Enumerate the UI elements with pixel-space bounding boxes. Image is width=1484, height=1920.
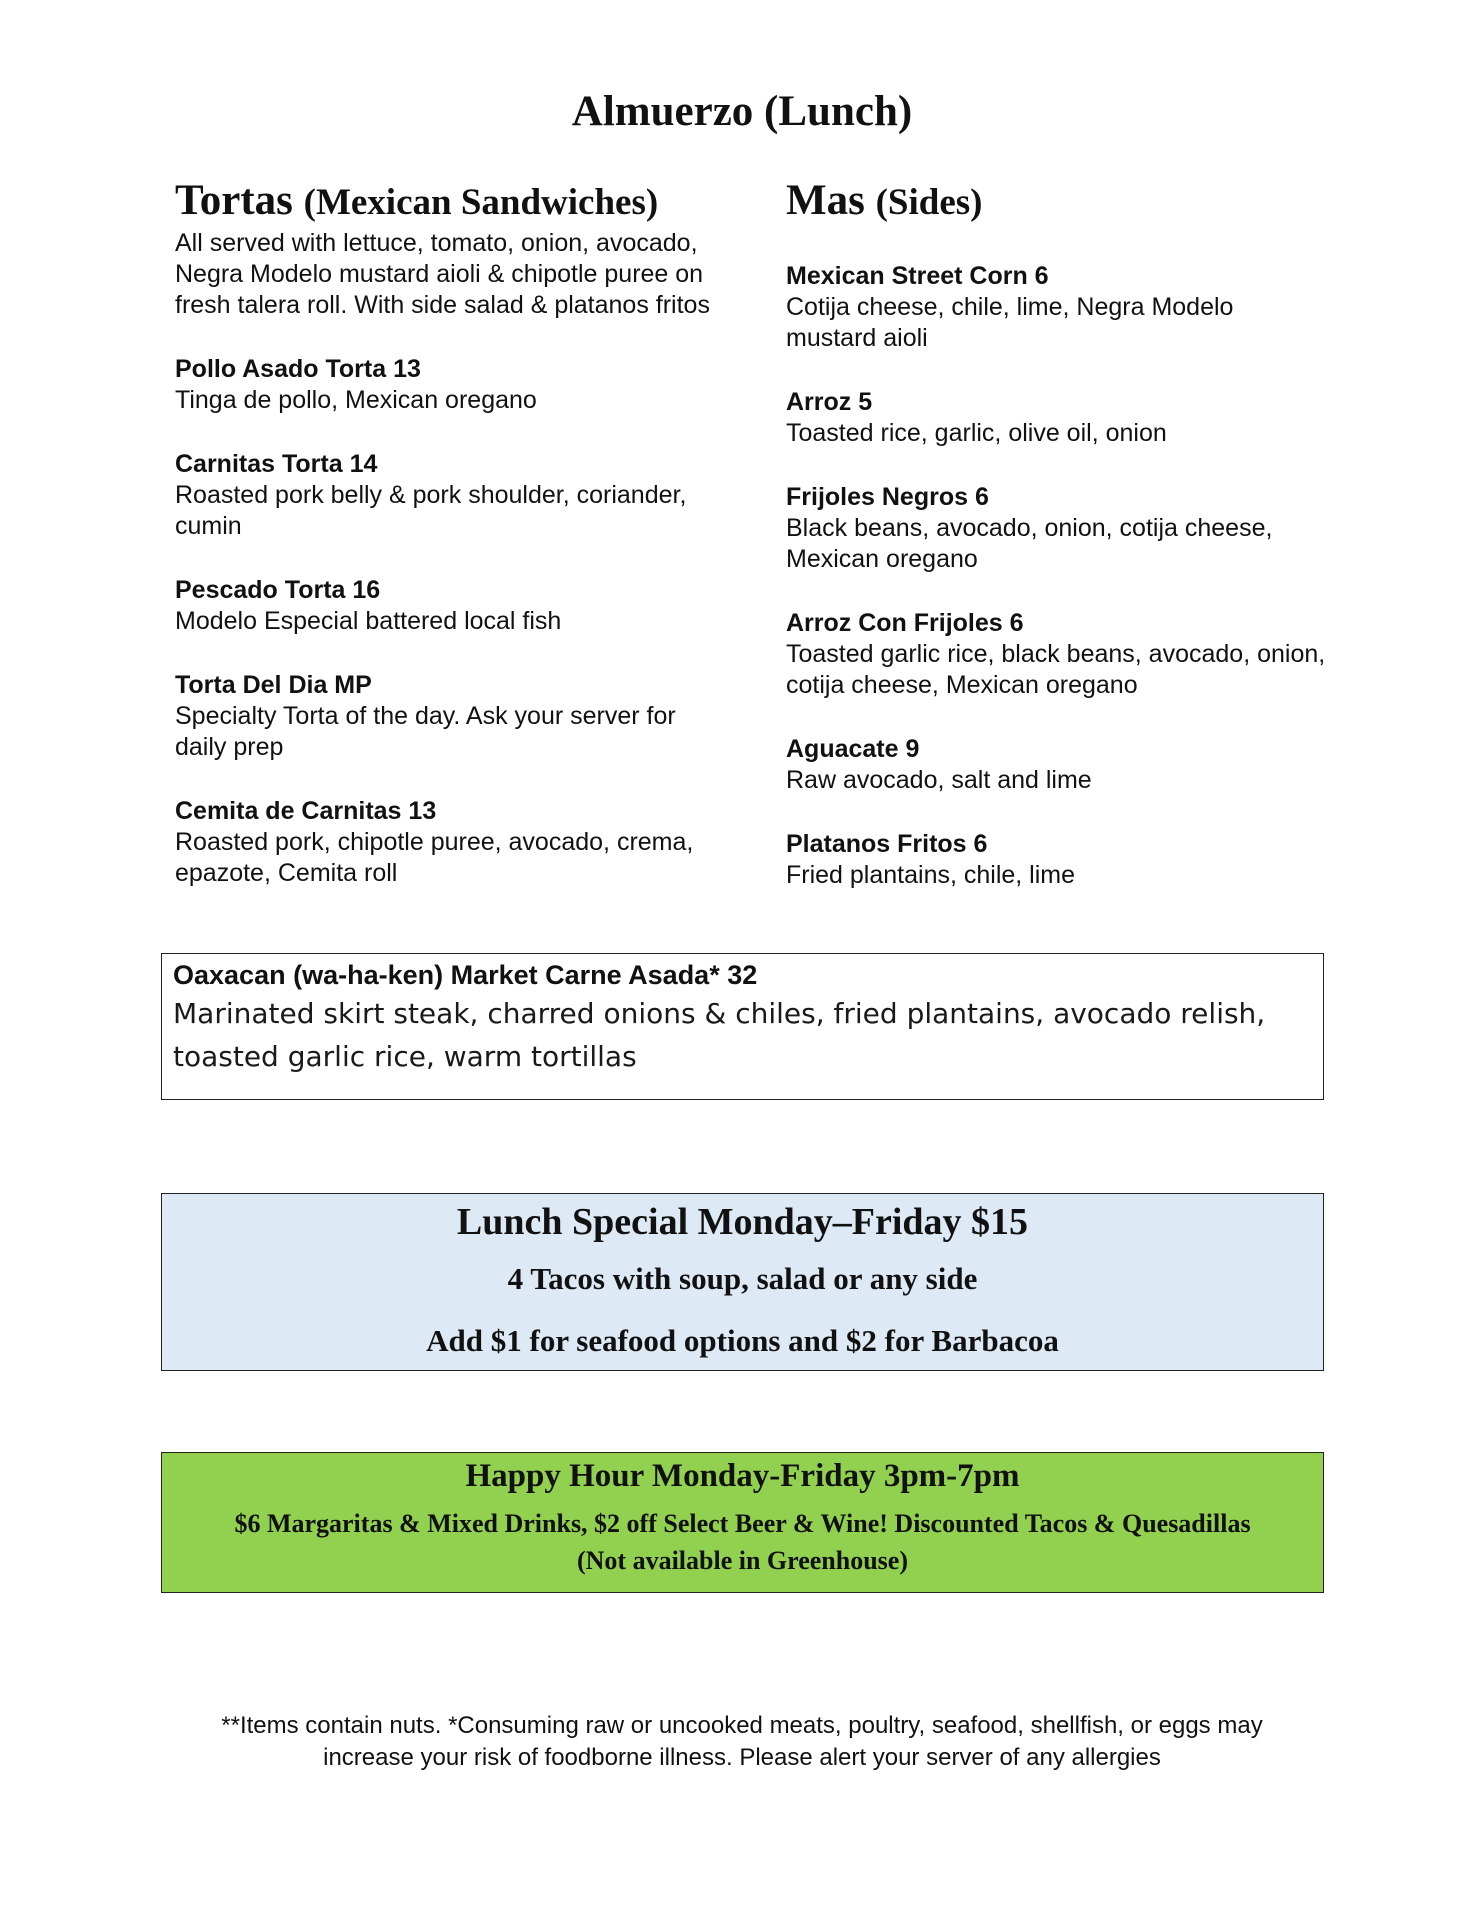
item-description: Specialty Torta of the day. Ask your server for daily prep	[175, 702, 676, 761]
item-description: Black beans, avocado, onion, cotija cheese, Mexican oregano	[786, 514, 1273, 573]
disclaimer-line-1: **Items contain nuts. *Consuming raw or uncooked meats, poultry, seafood, shellfish, or eggs may	[221, 1712, 1263, 1739]
lunch-special-line-1: 4 Tacos with soup, salad or any side	[507, 1261, 978, 1296]
menu-item-arroz-con-frijoles	[786, 608, 1326, 701]
item-name: Frijoles Negros 6	[786, 483, 989, 511]
item-name: Pollo Asado Torta 13	[175, 355, 421, 383]
item-name: Mexican Street Corn 6	[786, 262, 1049, 290]
menu-item-platanos-fritos	[786, 829, 1326, 891]
item-description: Toasted rice, garlic, olive oil, onion	[786, 419, 1167, 447]
item-description: Cotija cheese, chile, lime, Negra Modelo mustard aioli	[786, 293, 1234, 352]
item-name: Cemita de Carnitas 13	[175, 797, 437, 825]
carne-asada-box	[161, 953, 1324, 1100]
lunch-special-box	[161, 1193, 1324, 1371]
carne-asada-description: Marinated skirt steak, charred onions & chiles, fried plantains, avocado relish, toasted garlic rice, warm tortillas	[173, 997, 1266, 1073]
page-title: Almuerzo (Lunch)	[571, 88, 913, 135]
item-name: Carnitas Torta 14	[175, 450, 378, 478]
happy-hour-box	[161, 1452, 1324, 1593]
item-name: Aguacate 9	[786, 735, 920, 763]
item-description: Raw avocado, salt and lime	[786, 766, 1092, 794]
menu-item-frijoles-negros	[786, 482, 1326, 575]
menu-item-cemita-de-carnitas	[175, 796, 715, 889]
menu-item-aguacate	[786, 734, 1326, 796]
item-description: Toasted garlic rice, black beans, avocado, onion, cotija cheese, Mexican oregano	[786, 640, 1326, 699]
menu-item-arroz	[786, 387, 1326, 449]
lunch-special-line-2: Add $1 for seafood options and $2 for Barbacoa	[426, 1323, 1059, 1358]
item-description: Roasted pork belly & pork shoulder, coriander, cumin	[175, 481, 687, 540]
item-description: Modelo Especial battered local fish	[175, 607, 562, 635]
happy-hour-title: Happy Hour Monday-Friday 3pm-7pm	[465, 1458, 1020, 1494]
disclaimer-line-2: increase your risk of foodborne illness. Please alert your server of any allergies	[323, 1744, 1161, 1771]
sides-heading-main: Mas	[786, 177, 865, 224]
tortas-heading	[175, 176, 715, 228]
sides-heading-sub: (Sides)	[875, 182, 983, 223]
lunch-special-title: Lunch Special Monday–Friday $15	[456, 1201, 1029, 1243]
menu-item-mexican-street-corn	[786, 261, 1326, 354]
item-name: Pescado Torta 16	[175, 576, 381, 604]
tortas-intro: All served with lettuce, tomato, onion, avocado, Negra Modelo mustard aioli & chipotle puree on fresh talera roll. With side salad & platanos fritos	[175, 229, 710, 319]
item-name: Arroz Con Frijoles 6	[786, 609, 1024, 637]
item-description: Tinga de pollo, Mexican oregano	[175, 386, 537, 414]
item-name: Arroz 5	[786, 388, 873, 416]
tortas-heading-sub: (Mexican Sandwiches)	[303, 182, 659, 223]
sides-section	[786, 176, 1326, 891]
tortas-heading-main: Tortas	[175, 177, 293, 224]
menu-item-pollo-asado-torta	[175, 354, 715, 416]
item-name: Torta Del Dia MP	[175, 671, 372, 699]
menu-item-pescado-torta	[175, 575, 715, 637]
happy-hour-description: $6 Margaritas & Mixed Drinks, $2 off Select Beer & Wine! Discounted Tacos & Quesadillas (Not available in Greenhouse)	[234, 1509, 1251, 1575]
carne-asada-name: Oaxacan (wa-ha-ken) Market Carne Asada* 32	[173, 960, 758, 990]
allergy-disclaimer	[140, 1710, 1344, 1774]
sides-heading	[786, 176, 1326, 228]
tortas-section	[175, 176, 715, 889]
item-name: Platanos Fritos 6	[786, 830, 988, 858]
menu-item-torta-del-dia	[175, 670, 715, 763]
item-description: Fried plantains, chile, lime	[786, 861, 1076, 889]
menu-item-carnitas-torta	[175, 449, 715, 542]
item-description: Roasted pork, chipotle puree, avocado, crema, epazote, Cemita roll	[175, 828, 694, 887]
